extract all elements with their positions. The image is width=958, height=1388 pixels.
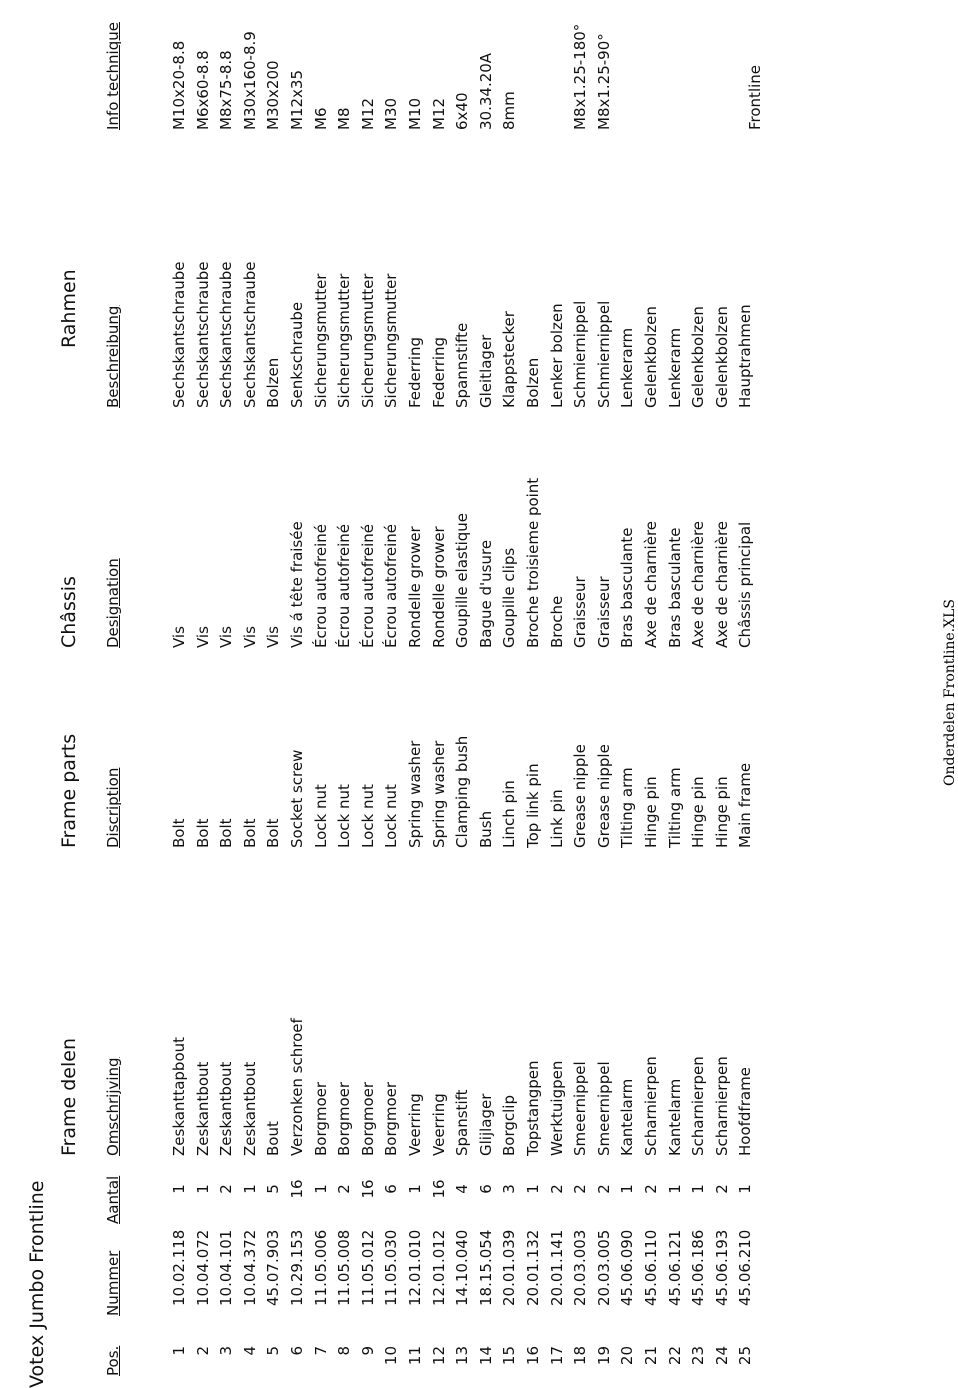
cell-beschreibung: Gelenkbolzen <box>689 306 708 408</box>
cell-omschrijving: Glijlager <box>476 1093 495 1156</box>
cell-designation: Graisseur <box>571 576 590 648</box>
cell-nummer: 20.03.005 <box>594 1229 613 1306</box>
cell-info: M8 <box>335 107 354 130</box>
cell-aantal: 6 <box>382 1184 401 1194</box>
cell-beschreibung: Lenker bolzen <box>547 303 566 408</box>
cell-designation: Broche <box>547 595 566 648</box>
cell-pos: 20 <box>618 1346 637 1366</box>
cell-info: M6x60-8.8 <box>193 50 212 130</box>
cell-info: M6 <box>311 107 330 130</box>
cell-info: 30.34.20A <box>476 52 495 130</box>
cell-info: M8x1.25-180° <box>571 23 590 130</box>
header-designation: Designation <box>104 558 122 648</box>
cell-omschrijving: Topstangpen <box>524 1060 542 1156</box>
cell-discription: Bush <box>476 810 495 848</box>
table-row <box>194 0 217 1388</box>
cell-beschreibung: Schmiernippel <box>594 300 613 408</box>
cell-aantal: 1 <box>193 1184 212 1194</box>
cell-omschrijving: Scharnierpen <box>712 1056 731 1156</box>
cell-beschreibung: Bolzen <box>524 357 542 408</box>
table-row <box>477 0 500 1388</box>
cell-designation: Goupille elastique <box>453 512 472 648</box>
cell-designation: Bague d'usure <box>476 539 495 648</box>
cell-aantal: 1 <box>406 1184 424 1194</box>
cell-beschreibung: Gelenkbolzen <box>642 306 660 408</box>
cell-info: M12x35 <box>288 70 306 130</box>
cell-nummer: 45.06.193 <box>712 1229 731 1306</box>
cell-omschrijving: Borgmoer <box>358 1081 377 1156</box>
header-info-technique: Info technique <box>104 22 122 130</box>
cell-beschreibung: Gleitlager <box>476 334 495 408</box>
section-title-fr: Châssis <box>58 576 80 648</box>
header-nummer: Nummer <box>104 1250 122 1316</box>
cell-aantal: 3 <box>500 1184 519 1194</box>
cell-aantal: 2 <box>217 1184 236 1194</box>
cell-omschrijving: Kantelarm <box>665 1078 684 1156</box>
cell-aantal: 1 <box>311 1184 330 1194</box>
header-omschrijving: Omschrijving <box>104 1057 122 1156</box>
cell-designation: Axe de charnière <box>712 520 731 648</box>
cell-beschreibung: Sechskantschraube <box>217 261 236 408</box>
cell-beschreibung: Lenkerarm <box>665 327 684 408</box>
cell-pos: 18 <box>571 1346 590 1366</box>
section-title-de: Rahmen <box>58 269 80 348</box>
cell-designation: Bras basculante <box>618 527 637 648</box>
cell-omschrijving: Scharnierpen <box>689 1056 708 1156</box>
cell-designation: Axe de charnière <box>642 520 660 648</box>
cell-omschrijving: Borgmoer <box>335 1081 354 1156</box>
cell-aantal: 1 <box>240 1184 259 1194</box>
cell-designation: Vis <box>193 626 212 648</box>
section-title-nl: Frame delen <box>58 1038 80 1156</box>
cell-pos: 22 <box>665 1346 684 1366</box>
cell-nummer: 11.05.006 <box>311 1229 330 1306</box>
table-row <box>359 0 382 1388</box>
cell-designation: Broche troisieme point <box>524 477 542 648</box>
table-row <box>241 0 264 1388</box>
footer-filename: Onderdelen Frontline.XLS <box>942 599 958 786</box>
table-row <box>335 0 358 1388</box>
cell-info: M30 <box>382 97 401 130</box>
cell-pos: 13 <box>453 1346 472 1366</box>
cell-pos: 23 <box>689 1346 708 1366</box>
cell-discription: Socket screw <box>288 749 306 848</box>
cell-pos: 21 <box>642 1346 660 1366</box>
cell-pos: 5 <box>264 1346 283 1356</box>
table-row <box>713 0 736 1388</box>
table-row <box>170 0 193 1388</box>
cell-aantal: 6 <box>476 1184 495 1194</box>
cell-nummer: 10.04.372 <box>240 1229 259 1306</box>
cell-omschrijving: Smeernippel <box>571 1061 590 1156</box>
cell-beschreibung: Lenkerarm <box>618 327 637 408</box>
cell-nummer: 20.01.141 <box>547 1229 566 1306</box>
table-row <box>571 0 594 1388</box>
cell-info: M12 <box>429 97 448 130</box>
cell-designation: Écrou autofreiné <box>382 523 401 648</box>
cell-discription: Linch pin <box>500 780 519 848</box>
cell-pos: 17 <box>547 1346 566 1366</box>
cell-nummer: 20.01.132 <box>524 1229 542 1306</box>
cell-pos: 8 <box>335 1346 354 1356</box>
cell-omschrijving: Borgmoer <box>311 1081 330 1156</box>
cell-beschreibung: Sechskantschraube <box>170 261 188 408</box>
cell-pos: 9 <box>358 1346 377 1356</box>
cell-nummer: 45.06.110 <box>642 1229 660 1306</box>
cell-pos: 19 <box>594 1346 613 1366</box>
cell-aantal: 1 <box>170 1184 188 1194</box>
cell-nummer: 45.06.186 <box>689 1229 708 1306</box>
cell-beschreibung: Sechskantschraube <box>240 261 259 408</box>
cell-designation: Vis <box>240 626 259 648</box>
cell-omschrijving: Smeernippel <box>594 1061 613 1156</box>
frontline-note: Frontline <box>746 64 764 130</box>
cell-pos: 24 <box>712 1346 731 1366</box>
table-row <box>430 0 453 1388</box>
cell-pos: 7 <box>311 1346 330 1356</box>
table-row <box>382 0 405 1388</box>
cell-omschrijving: Zeskantbout <box>240 1061 259 1156</box>
cell-omschrijving: Zeskantbout <box>217 1061 236 1156</box>
cell-info: M10x20-8.8 <box>170 40 188 130</box>
cell-info: M10 <box>406 97 424 130</box>
cell-discription: Lock nut <box>358 784 377 848</box>
cell-beschreibung: Spannstifte <box>453 322 472 408</box>
cell-pos: 12 <box>429 1346 448 1366</box>
table-row <box>548 0 571 1388</box>
header-pos: Pos. <box>104 1345 122 1376</box>
cell-aantal: 2 <box>547 1184 566 1194</box>
cell-nummer: 18.15.054 <box>476 1229 495 1306</box>
cell-discription: Hinge pin <box>712 776 731 848</box>
document-title: Votex Jumbo Frontline <box>26 1180 48 1388</box>
cell-nummer: 10.02.118 <box>170 1229 188 1306</box>
header-discription: Discription <box>104 767 122 848</box>
cell-beschreibung: Sicherungsmutter <box>382 273 401 408</box>
cell-beschreibung: Bolzen <box>264 357 283 408</box>
cell-pos: 2 <box>193 1346 212 1356</box>
cell-aantal: 16 <box>288 1179 306 1199</box>
table-row <box>264 0 287 1388</box>
cell-designation: Axe de charnière <box>689 520 708 648</box>
cell-aantal: 4 <box>453 1184 472 1194</box>
table-row <box>453 0 476 1388</box>
cell-discription: Bolt <box>240 818 259 848</box>
cell-discription: Tilting arm <box>618 767 637 848</box>
cell-info: M30x160-8.9 <box>240 31 259 130</box>
cell-omschrijving: Werktuigpen <box>547 1060 566 1156</box>
cell-designation: Vis á tête fraisée <box>288 521 306 648</box>
cell-discription: Spring washer <box>406 740 424 848</box>
cell-pos: 15 <box>500 1346 519 1366</box>
cell-omschrijving: Kantelarm <box>618 1078 637 1156</box>
cell-beschreibung: Federring <box>406 336 424 408</box>
table-row <box>736 0 759 1388</box>
cell-discription: Lock nut <box>335 784 354 848</box>
cell-nummer: 20.01.039 <box>500 1229 519 1306</box>
cell-omschrijving: Bout <box>264 1121 283 1156</box>
cell-designation: Vis <box>170 626 188 648</box>
cell-designation: Bras basculante <box>665 527 684 648</box>
cell-omschrijving: Spanstift <box>453 1089 472 1156</box>
cell-discription: Lock nut <box>311 784 330 848</box>
cell-pos: 10 <box>382 1346 401 1366</box>
cell-beschreibung: Klappstecker <box>500 311 519 408</box>
cell-nummer: 10.04.072 <box>193 1229 212 1306</box>
cell-omschrijving: Zeskantbout <box>193 1061 212 1156</box>
cell-beschreibung: Senkschraube <box>288 301 306 408</box>
cell-beschreibung: Sicherungsmutter <box>358 273 377 408</box>
cell-discription: Bolt <box>170 818 188 848</box>
cell-aantal: 1 <box>618 1184 637 1194</box>
cell-omschrijving: Veerring <box>429 1093 448 1156</box>
cell-aantal: 2 <box>335 1184 354 1194</box>
cell-designation: Écrou autofreiné <box>358 523 377 648</box>
table-row <box>312 0 335 1388</box>
cell-beschreibung: Sechskantschraube <box>193 261 212 408</box>
cell-designation: Écrou autofreiné <box>335 523 354 648</box>
cell-aantal: 2 <box>594 1184 613 1194</box>
cell-info: M8x1.25-90° <box>594 33 613 130</box>
cell-omschrijving: Zeskanttapbout <box>170 1036 188 1156</box>
cell-pos: 3 <box>217 1346 236 1356</box>
cell-nummer: 10.04.101 <box>217 1229 236 1306</box>
table-row <box>217 0 240 1388</box>
cell-nummer: 12.01.012 <box>429 1229 448 1306</box>
cell-nummer: 14.10.040 <box>453 1229 472 1306</box>
cell-discription: Link pin <box>547 789 566 848</box>
cell-discription: Grease nipple <box>571 744 590 848</box>
cell-beschreibung: Sicherungsmutter <box>311 273 330 408</box>
cell-nummer: 45.06.121 <box>665 1229 684 1306</box>
cell-aantal: 16 <box>429 1179 448 1199</box>
cell-aantal: 2 <box>642 1184 660 1194</box>
table-row <box>524 0 547 1388</box>
table-row <box>406 0 429 1388</box>
section-title-en: Frame parts <box>58 733 80 848</box>
cell-nummer: 11.05.012 <box>358 1229 377 1306</box>
cell-pos: 14 <box>476 1346 495 1366</box>
cell-aantal: 1 <box>524 1184 542 1194</box>
cell-designation: Vis <box>217 626 236 648</box>
cell-discription: Tilting arm <box>665 767 684 848</box>
cell-aantal: 1 <box>689 1184 708 1194</box>
cell-beschreibung: Schmiernippel <box>571 300 590 408</box>
cell-discription: Spring washer <box>429 740 448 848</box>
cell-nummer: 45.06.090 <box>618 1229 637 1306</box>
cell-designation: Vis <box>264 626 283 648</box>
cell-nummer: 10.29.153 <box>288 1229 306 1306</box>
cell-nummer: 20.03.003 <box>571 1229 590 1306</box>
cell-pos: 6 <box>288 1346 306 1356</box>
cell-discription: Hinge pin <box>689 776 708 848</box>
table-row <box>689 0 712 1388</box>
cell-pos: 16 <box>524 1346 542 1366</box>
cell-nummer: 11.05.030 <box>382 1229 401 1306</box>
cell-discription: Bolt <box>217 818 236 848</box>
cell-aantal: 2 <box>571 1184 590 1194</box>
table-row <box>642 0 665 1388</box>
cell-nummer: 45.07.903 <box>264 1229 283 1306</box>
cell-info: M8x75-8.8 <box>217 50 236 130</box>
cell-nummer: 11.05.008 <box>335 1229 354 1306</box>
cell-discription: Clamping bush <box>453 735 472 848</box>
cell-beschreibung: Federring <box>429 336 448 408</box>
cell-designation: Rondelle grower <box>406 526 424 648</box>
cell-info: M30x200 <box>264 60 283 130</box>
cell-aantal: 2 <box>712 1184 731 1194</box>
cell-discription: Main frame <box>736 762 755 848</box>
cell-discription: Top link pin <box>524 763 542 848</box>
cell-discription: Bolt <box>193 818 212 848</box>
cell-omschrijving: Hoofdframe <box>736 1067 755 1156</box>
table-row <box>666 0 689 1388</box>
cell-beschreibung: Hauptrahmen <box>736 304 755 408</box>
table-row <box>288 0 311 1388</box>
cell-discription: Bolt <box>264 818 283 848</box>
table-row <box>595 0 618 1388</box>
cell-omschrijving: Borgclip <box>500 1095 519 1156</box>
cell-aantal: 5 <box>264 1184 283 1194</box>
cell-omschrijving: Verzonken schroef <box>288 1018 306 1156</box>
cell-pos: 25 <box>736 1346 755 1366</box>
cell-pos: 4 <box>240 1346 259 1356</box>
cell-designation: Goupille clips <box>500 547 519 648</box>
cell-info: 8mm <box>500 91 519 130</box>
cell-aantal: 1 <box>665 1184 684 1194</box>
cell-omschrijving: Veerring <box>406 1093 424 1156</box>
cell-designation: Écrou autofreiné <box>311 523 330 648</box>
cell-discription: Lock nut <box>382 784 401 848</box>
cell-omschrijving: Borgmoer <box>382 1081 401 1156</box>
header-beschreibung: Beschreibung <box>104 305 122 408</box>
cell-pos: 11 <box>406 1346 424 1366</box>
cell-beschreibung: Sicherungsmutter <box>335 273 354 408</box>
cell-discription: Grease nipple <box>594 744 613 848</box>
cell-designation: Châssis principal <box>736 521 755 648</box>
table-row <box>618 0 641 1388</box>
cell-nummer: 12.01.010 <box>406 1229 424 1306</box>
cell-omschrijving: Scharnierpen <box>642 1056 660 1156</box>
table-row <box>500 0 523 1388</box>
cell-aantal: 1 <box>736 1184 755 1194</box>
header-aantal: Aantal <box>104 1175 122 1224</box>
cell-nummer: 45.06.210 <box>736 1229 755 1306</box>
cell-pos: 1 <box>170 1346 188 1356</box>
cell-info: 6x40 <box>453 92 472 130</box>
cell-info: M12 <box>358 97 377 130</box>
cell-designation: Graisseur <box>594 576 613 648</box>
cell-designation: Rondelle grower <box>429 526 448 648</box>
cell-beschreibung: Gelenkbolzen <box>712 306 731 408</box>
cell-discription: Hinge pin <box>642 776 660 848</box>
cell-aantal: 16 <box>358 1179 377 1199</box>
